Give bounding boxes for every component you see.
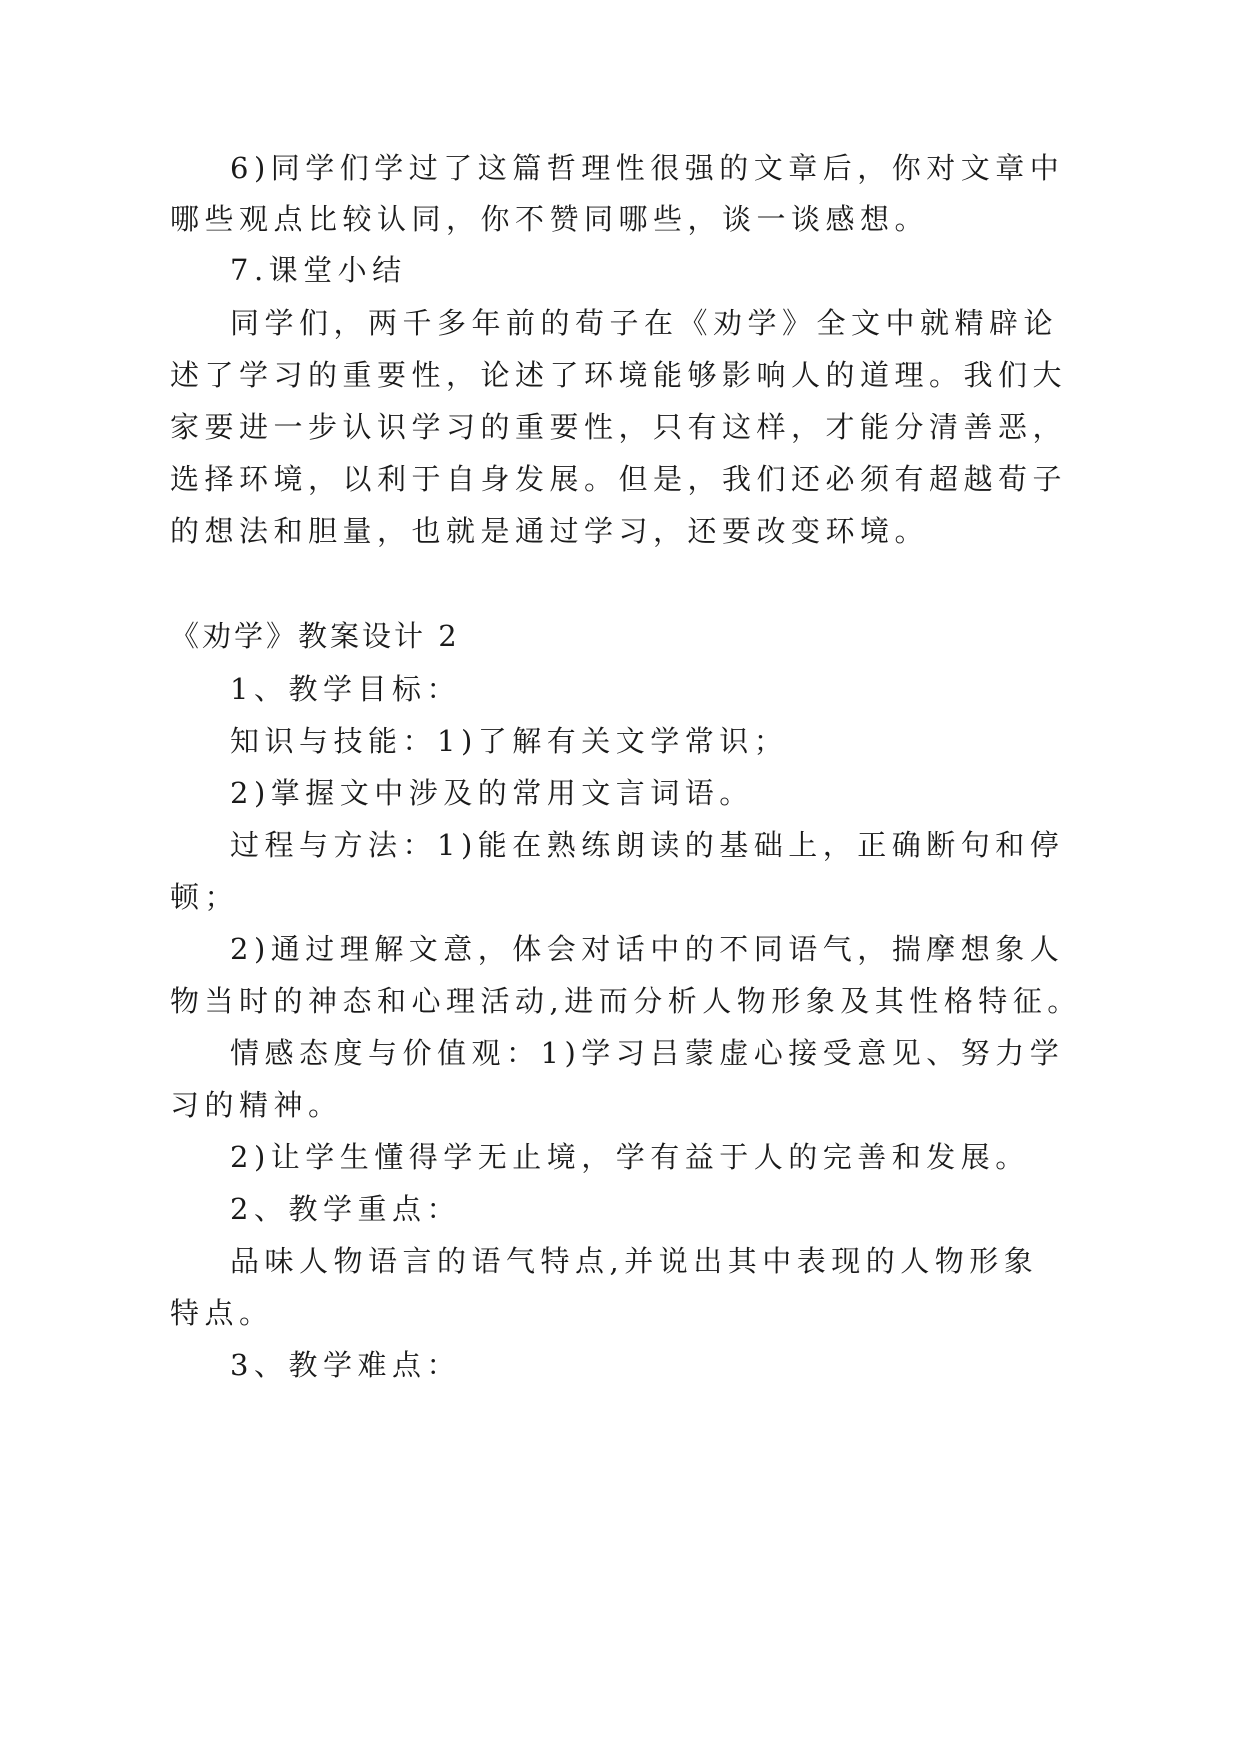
section-line: 2)让学生懂得学无止境，学有益于人的完善和发展。 — [230, 1140, 1030, 1174]
section-line: 1、教学目标： — [230, 672, 461, 706]
paragraph-line: 哪些观点比较认同，你不赞同哪些，谈一谈感想。 — [170, 202, 930, 236]
section-line: 2、教学重点： — [230, 1192, 461, 1226]
section-line: 过程与方法：1)能在熟练朗读的基础上，正确断句和停 — [230, 828, 1065, 862]
section-line: 物当时的神态和心理活动,进而分析人物形象及其性格特征。 — [170, 984, 1082, 1018]
section-line: 情感态度与价值观：1)学习吕蒙虚心接受意见、努力学 — [230, 1036, 1065, 1070]
paragraph-line: 家要进一步认识学习的重要性，只有这样，才能分清善恶， — [170, 410, 1068, 444]
section-line: 知识与技能：1)了解有关文学常识； — [230, 724, 789, 758]
paragraph-line: 6)同学们学过了这篇哲理性很强的文章后，你对文章中 — [230, 151, 1065, 185]
paragraph-line: 选择环境，以利于自身发展。但是，我们还必须有超越荀子 — [170, 462, 1068, 496]
paragraph-line: 述了学习的重要性，论述了环境能够影响人的道理。我们大 — [170, 358, 1068, 392]
section-heading-class-summary: 7.课堂小结 — [230, 253, 407, 287]
section-title: 《劝学》教案设计 2 — [170, 619, 460, 653]
section-line: 习的精神。 — [170, 1088, 343, 1122]
section-line: 顿； — [170, 880, 240, 914]
section-line: 品味人物语言的语气特点,并说出其中表现的人物形象 — [230, 1244, 1039, 1278]
section-line: 3、教学难点： — [230, 1348, 461, 1382]
paragraph-line: 同学们，两千多年前的荀子在《劝学》全文中就精辟论 — [230, 306, 1059, 340]
paragraph-line: 的想法和胆量，也就是通过学习，还要改变环境。 — [170, 514, 930, 548]
section-line: 特点。 — [170, 1296, 274, 1330]
section-line: 2)掌握文中涉及的常用文言词语。 — [230, 776, 754, 810]
section-line: 2)通过理解文意，体会对话中的不同语气，揣摩想象人 — [230, 932, 1065, 966]
